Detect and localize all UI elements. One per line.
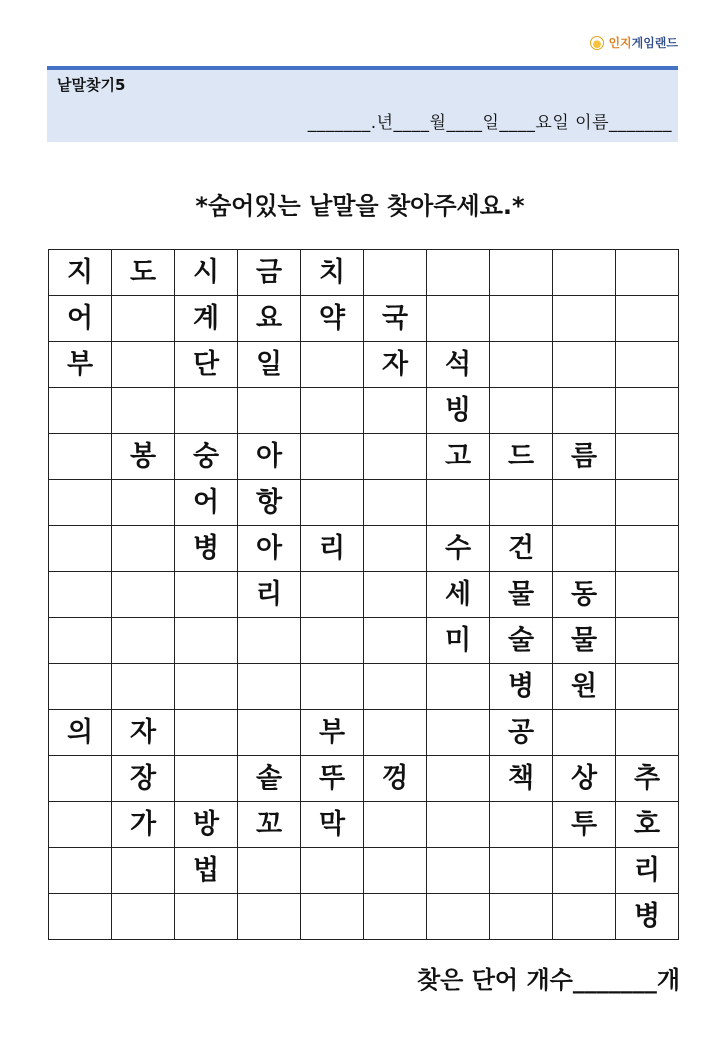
grid-cell bbox=[112, 848, 175, 894]
grid-cell bbox=[490, 296, 553, 342]
grid-cell bbox=[112, 894, 175, 940]
brand-name-part2: 게임랜드 bbox=[631, 36, 678, 50]
grid-cell bbox=[616, 388, 679, 434]
grid-cell bbox=[175, 710, 238, 756]
grid-cell bbox=[427, 802, 490, 848]
grid-cell: 석 bbox=[427, 342, 490, 388]
grid-cell: 자 bbox=[112, 710, 175, 756]
grid-cell bbox=[112, 296, 175, 342]
grid-cell: 상 bbox=[553, 756, 616, 802]
grid-cell: 금 bbox=[238, 250, 301, 296]
grid-cell: 드 bbox=[490, 434, 553, 480]
grid-cell bbox=[364, 618, 427, 664]
grid-cell bbox=[112, 618, 175, 664]
grid-cell bbox=[112, 572, 175, 618]
grid-row bbox=[49, 894, 679, 940]
grid-cell bbox=[238, 894, 301, 940]
grid-row bbox=[49, 434, 679, 480]
grid-cell bbox=[490, 250, 553, 296]
grid-cell: 물 bbox=[553, 618, 616, 664]
grid-cell: 시 bbox=[175, 250, 238, 296]
grid-cell bbox=[490, 848, 553, 894]
grid-row bbox=[49, 618, 679, 664]
grid-row bbox=[49, 480, 679, 526]
grid-cell: 병 bbox=[490, 664, 553, 710]
grid-cell bbox=[364, 250, 427, 296]
grid-cell bbox=[427, 894, 490, 940]
grid-cell: 단 bbox=[175, 342, 238, 388]
grid-cell bbox=[616, 664, 679, 710]
grid-cell: 껑 bbox=[364, 756, 427, 802]
grid-cell bbox=[49, 434, 112, 480]
grid-cell bbox=[49, 894, 112, 940]
grid-cell bbox=[490, 342, 553, 388]
grid-cell bbox=[49, 802, 112, 848]
grid-cell bbox=[490, 802, 553, 848]
grid-cell bbox=[364, 480, 427, 526]
grid-cell bbox=[49, 848, 112, 894]
grid-cell bbox=[175, 572, 238, 618]
grid-cell: 요 bbox=[238, 296, 301, 342]
grid-cell: 어 bbox=[49, 296, 112, 342]
grid-cell: 봉 bbox=[112, 434, 175, 480]
grid-cell bbox=[616, 342, 679, 388]
worksheet-header bbox=[47, 66, 678, 142]
grid-cell bbox=[112, 342, 175, 388]
found-word-count-line: 찾은 단어 개수_______개 bbox=[417, 966, 680, 994]
grid-cell bbox=[616, 526, 679, 572]
grid-cell: 원 bbox=[553, 664, 616, 710]
date-name-line: _______.년____월____일____요일 이름_______ bbox=[307, 113, 672, 133]
grid-cell: 아 bbox=[238, 434, 301, 480]
grid-cell bbox=[301, 664, 364, 710]
grid-cell: 계 bbox=[175, 296, 238, 342]
grid-cell bbox=[553, 480, 616, 526]
grid-cell: 약 bbox=[301, 296, 364, 342]
grid-cell bbox=[238, 710, 301, 756]
grid-cell bbox=[301, 434, 364, 480]
grid-cell: 아 bbox=[238, 526, 301, 572]
grid-cell bbox=[301, 848, 364, 894]
grid-cell bbox=[616, 434, 679, 480]
grid-cell bbox=[490, 388, 553, 434]
grid-cell bbox=[49, 756, 112, 802]
grid-cell bbox=[364, 802, 427, 848]
grid-cell: 어 bbox=[175, 480, 238, 526]
grid-cell bbox=[427, 664, 490, 710]
grid-cell bbox=[553, 296, 616, 342]
grid-cell: 수 bbox=[427, 526, 490, 572]
grid-row bbox=[49, 756, 679, 802]
grid-cell bbox=[490, 894, 553, 940]
worksheet-title: 낱말찾기5 bbox=[57, 76, 126, 94]
grid-cell bbox=[553, 388, 616, 434]
grid-cell: 법 bbox=[175, 848, 238, 894]
grid-cell bbox=[49, 664, 112, 710]
brand-name-part1: 인지 bbox=[608, 36, 632, 50]
grid-cell bbox=[175, 618, 238, 664]
grid-cell: 책 bbox=[490, 756, 553, 802]
grid-row bbox=[49, 388, 679, 434]
grid-cell: 빙 bbox=[427, 388, 490, 434]
grid-cell bbox=[301, 388, 364, 434]
grid-cell bbox=[364, 848, 427, 894]
grid-cell: 리 bbox=[616, 848, 679, 894]
grid-cell bbox=[238, 618, 301, 664]
grid-cell bbox=[427, 250, 490, 296]
grid-cell: 투 bbox=[553, 802, 616, 848]
grid-cell bbox=[427, 848, 490, 894]
grid-cell: 병 bbox=[175, 526, 238, 572]
grid-row bbox=[49, 710, 679, 756]
grid-cell bbox=[364, 710, 427, 756]
grid-cell bbox=[553, 848, 616, 894]
grid-cell: 숭 bbox=[175, 434, 238, 480]
grid-cell bbox=[364, 388, 427, 434]
grid-cell: 름 bbox=[553, 434, 616, 480]
grid-cell bbox=[301, 342, 364, 388]
grid-cell bbox=[364, 526, 427, 572]
grid-cell: 도 bbox=[112, 250, 175, 296]
grid-cell bbox=[112, 526, 175, 572]
grid-row bbox=[49, 802, 679, 848]
grid-cell: 자 bbox=[364, 342, 427, 388]
grid-cell: 공 bbox=[490, 710, 553, 756]
grid-row bbox=[49, 342, 679, 388]
grid-cell bbox=[49, 480, 112, 526]
grid-cell bbox=[175, 664, 238, 710]
grid-cell bbox=[427, 710, 490, 756]
grid-cell: 부 bbox=[49, 342, 112, 388]
grid-cell bbox=[238, 848, 301, 894]
grid-cell bbox=[616, 618, 679, 664]
grid-cell: 국 bbox=[364, 296, 427, 342]
grid-cell: 꼬 bbox=[238, 802, 301, 848]
grid-cell: 물 bbox=[490, 572, 553, 618]
grid-cell: 치 bbox=[301, 250, 364, 296]
grid-row bbox=[49, 572, 679, 618]
grid-cell bbox=[49, 388, 112, 434]
grid-cell: 의 bbox=[49, 710, 112, 756]
grid-cell: 세 bbox=[427, 572, 490, 618]
grid-cell bbox=[364, 572, 427, 618]
grid-cell: 건 bbox=[490, 526, 553, 572]
grid-cell: 술 bbox=[490, 618, 553, 664]
grid-cell bbox=[616, 710, 679, 756]
grid-cell: 리 bbox=[301, 526, 364, 572]
grid-cell: 동 bbox=[553, 572, 616, 618]
grid-cell: 지 bbox=[49, 250, 112, 296]
grid-cell: 솥 bbox=[238, 756, 301, 802]
grid-cell: 미 bbox=[427, 618, 490, 664]
grid-cell bbox=[553, 710, 616, 756]
grid-cell bbox=[616, 480, 679, 526]
grid-cell: 부 bbox=[301, 710, 364, 756]
brand-logo bbox=[590, 34, 678, 51]
grid-cell: 항 bbox=[238, 480, 301, 526]
grid-cell bbox=[616, 572, 679, 618]
grid-cell bbox=[616, 250, 679, 296]
grid-cell: 방 bbox=[175, 802, 238, 848]
grid-cell bbox=[301, 894, 364, 940]
grid-cell bbox=[427, 296, 490, 342]
grid-cell: 가 bbox=[112, 802, 175, 848]
grid-cell bbox=[175, 756, 238, 802]
grid-cell: 장 bbox=[112, 756, 175, 802]
grid-cell: 일 bbox=[238, 342, 301, 388]
grid-row bbox=[49, 848, 679, 894]
grid-cell bbox=[301, 618, 364, 664]
grid-cell bbox=[49, 526, 112, 572]
grid-cell: 막 bbox=[301, 802, 364, 848]
grid-cell: 고 bbox=[427, 434, 490, 480]
grid-cell bbox=[427, 756, 490, 802]
grid-cell: 호 bbox=[616, 802, 679, 848]
grid-cell bbox=[238, 664, 301, 710]
grid-cell bbox=[490, 480, 553, 526]
grid-row bbox=[49, 526, 679, 572]
grid-cell bbox=[49, 618, 112, 664]
grid-cell bbox=[301, 480, 364, 526]
instruction-text: *숨어있는 낱말을 찾아주세요.* bbox=[195, 192, 525, 220]
grid-cell bbox=[238, 388, 301, 434]
grid-cell bbox=[364, 894, 427, 940]
grid-cell bbox=[175, 388, 238, 434]
grid-row bbox=[49, 250, 679, 296]
grid-cell bbox=[301, 572, 364, 618]
grid-cell bbox=[175, 894, 238, 940]
grid-cell bbox=[364, 434, 427, 480]
grid-cell bbox=[616, 296, 679, 342]
word-search-grid bbox=[48, 249, 679, 940]
grid-cell: 추 bbox=[616, 756, 679, 802]
grid-cell bbox=[112, 388, 175, 434]
grid-cell: 뚜 bbox=[301, 756, 364, 802]
grid-row bbox=[49, 664, 679, 710]
grid-cell bbox=[49, 572, 112, 618]
grid-cell bbox=[364, 664, 427, 710]
grid-cell bbox=[553, 526, 616, 572]
grid-cell bbox=[427, 480, 490, 526]
grid-row bbox=[49, 296, 679, 342]
grid-cell bbox=[553, 342, 616, 388]
grid-cell bbox=[112, 480, 175, 526]
lightbulb-smile-icon bbox=[590, 36, 604, 50]
grid-cell bbox=[112, 664, 175, 710]
grid-cell: 병 bbox=[616, 894, 679, 940]
grid-cell: 리 bbox=[238, 572, 301, 618]
grid-cell bbox=[553, 894, 616, 940]
grid-cell bbox=[553, 250, 616, 296]
